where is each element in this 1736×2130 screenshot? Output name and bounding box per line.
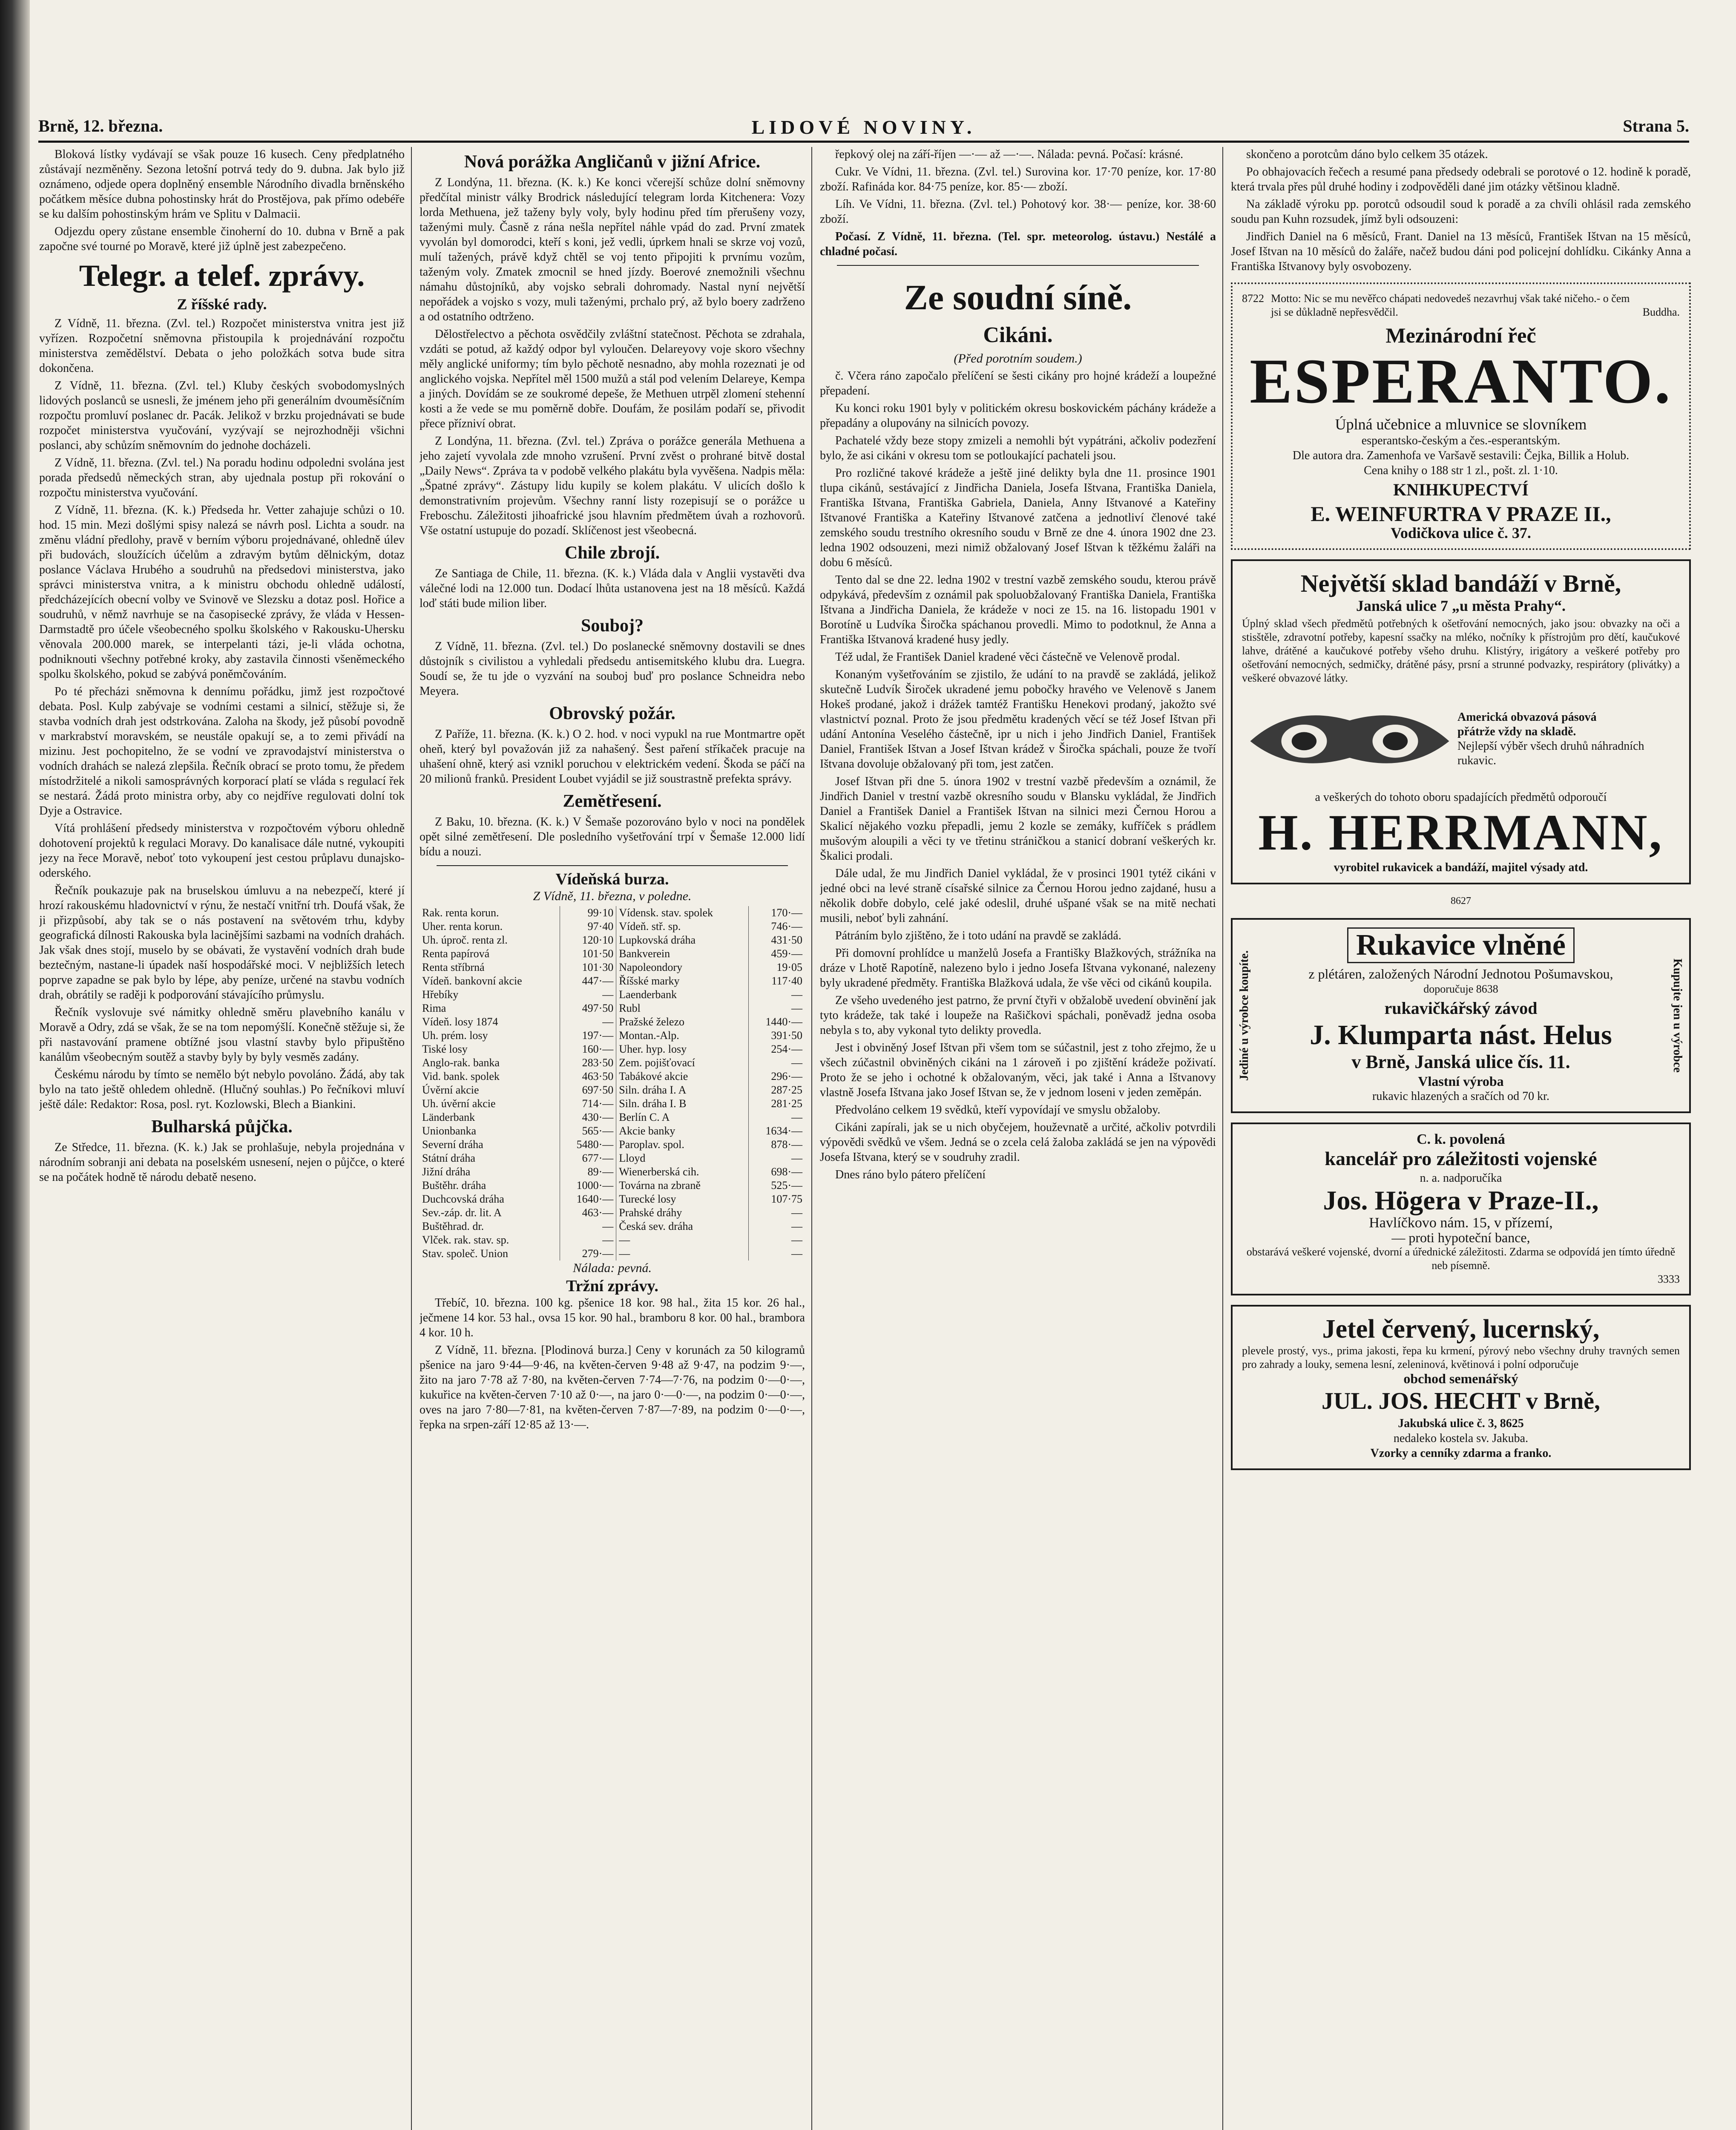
article-paragraph: Na základě výroku pp. porotců odsoudil soud k poradě a za chvíli ohlásil rada zemského soudu pan Kuhn rozsudek, jímž byli odsouzeni: bbox=[1231, 198, 1691, 226]
market-row bbox=[420, 961, 805, 974]
market-row bbox=[420, 1029, 805, 1042]
market-row bbox=[420, 1015, 805, 1029]
article-paragraph: Z Vídně, 11. března. (K. k.) Předseda hr. Vetter zahajuje schůzi o 10. hod. 15 min. Mezi došlými spisy nalezá se návrh posl. Lichta a soudr. na změnu vládní předlohy, pravě v berním výboru projednávané, ohledně úlev při budovách, sloužících účelům a zdravým bytům dělnickým, dotaz poslance Václava Hrubého a soudruhů na předsedovi ministerstva, jako správci ministerstva vnitra, a k ministru obchodu ohledně událostí, předcházejících obecní volby ve Svinově ve Slezsku a dotaz posl. Hořice a soudruhů, v němž navrhuje se na časopisecké zprávy, že vláda v Hessen-Darmstadtě pro účele všeobecného spolku školského v Rakousku-Uhersku věnovala 200.000 marek, se interpelanti tázi, je-li vláda ochotna, podniknouti všechny potřebné kroky, aby zastavila činnosti všeněmeckého spolku školského, pokud se zabývá poněmčováním. bbox=[39, 504, 405, 681]
ad-body: plevele prostý, vys., prima jakosti, řepa ku krmení, pýrový nebo všechny druhy travných semen pro zahrady a louky, semena lesní, zeleninová, květinová i polní odporučuje bbox=[1242, 1344, 1680, 1370]
market-name-cell: Vídeň. stř. sp. bbox=[616, 920, 749, 933]
market-value-cell: 97·40 bbox=[560, 920, 616, 933]
market-row bbox=[420, 988, 805, 1002]
ad-line: Vzorky a cenníky zdarma a franko. bbox=[1370, 1447, 1552, 1460]
article-paragraph: Dále udal, že mu Jindřich Daniel vykládal, že v prosinci 1901 tytéž cikáni v jedné obci na levé straně císařské silnice za Černou Horou jedno zajdané, husu a několik dobře dobylo, celé jaké odeslil, druhé ušpané však se na mitě nechati musili, neboť byli zahnání. bbox=[820, 867, 1216, 925]
hoger-ad bbox=[1231, 1123, 1691, 1295]
market-value-cell: 1440·— bbox=[749, 1015, 805, 1029]
market-name-cell: Siln. dráha I. A bbox=[616, 1083, 749, 1097]
page-number: Strana 5. bbox=[1623, 116, 1689, 135]
article-paragraph: Jest i obviněný Josef Ištvan při všem tom se súčastnil, jest z toho zřejmo, že u všech zúčastnil obviněných cikáni na 1 zároveň i po zjištění krádeže poživatí. Proto že se jeho i ochotné k obžalovaným, věci, jak také i Anna a Ištvanovy vlastně Josefa Ištvana jako Josef Ištvan se, že v jednom loseni v jeden zeměpán. bbox=[820, 1041, 1216, 1099]
ad-line: přátrže vždy na skladě. bbox=[1457, 725, 1576, 738]
market-name-cell: Tabákové akcie bbox=[616, 1070, 749, 1083]
ad-headline: Největší sklad bandáží v Brně, bbox=[1300, 570, 1621, 597]
article-dateline: (Před porotním soudem.) bbox=[954, 351, 1082, 366]
article-paragraph: Z Vídně, 11. března. (Zvl. tel.) Na poradu hodinu odpoledni svolána jest porada předsedů německých stran, aby ujednala postup při rokování o rozpočtu ministerstva vyučování. bbox=[39, 456, 405, 499]
market-row bbox=[420, 1002, 805, 1015]
market-row bbox=[420, 1111, 805, 1124]
market-value-cell: 120·10 bbox=[560, 933, 616, 947]
ad-line: Úplná učebnice a mluvnice se slovníkem bbox=[1335, 416, 1587, 433]
ad-line: Havlíčkovo nám. 15, v přízemí, bbox=[1369, 1215, 1553, 1231]
article-paragraph: Ze Středce, 11. března. (K. k.) Jak se prohlašuje, nebyla projednána v národním sobranji ani debata na poselském usnesení, nejen o půjčce, o které se na počátek hodně tě národu debatě neseno. bbox=[39, 1141, 405, 1184]
market-value-cell: — bbox=[749, 1002, 805, 1015]
market-name-cell: Montan.-Alp. bbox=[616, 1029, 749, 1042]
masthead-rule bbox=[38, 141, 1689, 143]
market-name-cell: Duchcovská dráha bbox=[422, 1193, 504, 1205]
market-name-cell: Uh. úvěrní akcie bbox=[422, 1097, 496, 1110]
market-value-cell: 497·50 bbox=[560, 1002, 616, 1015]
market-name-cell: Vid. bank. spolek bbox=[422, 1070, 500, 1082]
ad-line: kancelář pro záležitosti vojenské bbox=[1325, 1148, 1597, 1169]
market-value-cell: 197·— bbox=[560, 1029, 616, 1042]
ad-line: C. k. povolená bbox=[1417, 1131, 1505, 1147]
ad-number: 8722 bbox=[1242, 292, 1264, 305]
ad-body: Úplný sklad všech předmětů potřebných k ošetřování nemocných, jako jsou: obvazky na oči a stisštěle, zdravotní potřeby, kapesní ssačky na mléko, nočníky k přístrojům pro dětí, kaučukové lahve, drátěné a kaučukové potřeby všeho druhu. Klistýry, irigátory a veškeré potřeby pro ošetřování nemocných, sedmičky, drátěné pásy, prsní a strunné podvazky, respirátory (plivátky) a veškeré obvazové látky. bbox=[1242, 617, 1680, 684]
article-paragraph: Vítá prohlášení předsedy ministerstva v rozpočtovém výboru ohledně dohotovení projektů k regulaci Moravy. Do kanalisace dále nutné, vykoupiti jezy na řece Moravě, neboť toto vykoupení jest cestou průplavu dunajsko-oderského. bbox=[39, 822, 405, 880]
article-paragraph: řepkový olej na září-říjen —·— až —·—. Nálada: pevná. Počasí: krásné. bbox=[835, 148, 1184, 161]
market-name-cell: Buštěhr. dráha bbox=[422, 1179, 486, 1192]
article-paragraph: Z Baku, 10. března. (K. k.) V Šemaše pozorováno bylo v noci na pondělek opět silné zemětřesení. Dle posledního vyšetřování trpí v Šemaše 12.000 lidí bídu a nouzi. bbox=[420, 815, 805, 858]
market-name-cell: Vídensk. stav. spolek bbox=[616, 906, 749, 920]
ad-line: Cena knihy o 188 str 1 zl., pošt. zl. 1·10. bbox=[1364, 464, 1558, 477]
ad-line: Dle autora dra. Zamenhofa ve Varšavě sestavili: Čejka, Billik a Holub. bbox=[1292, 449, 1630, 462]
article-paragraph: Z Vídně, 11. března. (Zvl. tel.) Do poslanecké sněmovny dostavili se dnes důstojník s civilistou a vyhledali předsedu antisemitského klubu dra. Luegra. Soudí se, že tu jde o vyzvání na souboj buď pro poslance Schneidra nebo Meyera. bbox=[420, 640, 805, 698]
market-name-cell: Rima bbox=[422, 1002, 446, 1014]
market-name-cell: Laenderbank bbox=[616, 988, 749, 1002]
market-value-cell: 107·75 bbox=[749, 1192, 805, 1206]
market-dateline: Z Vídně, 11. března, v poledne. bbox=[533, 889, 692, 903]
article-paragraph: Odjezdu opery zůstane ensemble činoherní do 10. dubna v Brně a pak započne své tourné po Moravě, které již úplně jest zabezpečeno. bbox=[39, 225, 405, 253]
market-value-cell: 281·25 bbox=[749, 1097, 805, 1111]
masthead bbox=[38, 116, 1689, 140]
separator bbox=[437, 865, 788, 866]
market-name-cell: Tiské losy bbox=[422, 1043, 468, 1055]
ad-line: rukavic hlazených a sračích od 70 kr. bbox=[1372, 1090, 1549, 1103]
market-name-cell: Renta papírová bbox=[422, 947, 490, 960]
market-name-cell: Rak. renta korun. bbox=[422, 907, 499, 919]
market-row bbox=[420, 1179, 805, 1192]
market-row bbox=[420, 1220, 805, 1233]
market-row bbox=[420, 974, 805, 988]
article-heading: Chile zbrojí. bbox=[564, 543, 660, 563]
article-paragraph: Dělostřelectvo a pěchota osvědčily zvláštní statečnost. Pěchota se zdrahala, vzdáti se potud, až každý odpor byl vyloučen. Delareyovy voje skoro všechny měly anglické uniformy; tím bylo pěchotě nesnadno, aby mohla rozeznati je od anglického vojska. Nepřítel měl 1500 mužů a stál pod velením Delareye, Kempa a jiných. Dovídám se ze soukromé depeše, že Methuen utrpěl zlomení stehenní kosti a že vede se mu poměrně dobře. Doufám, že posilám podaří se, přivodit přece přízniví obrat. bbox=[420, 328, 805, 430]
article-paragraph: Pátráním bylo zjištěno, že i toto udání na pravdě se zakládá. bbox=[835, 929, 1121, 942]
market-name-cell: Státní dráha bbox=[422, 1152, 475, 1164]
ad-line: Jakubská ulice č. 3, bbox=[1398, 1417, 1497, 1430]
market-value-cell: 525·— bbox=[749, 1179, 805, 1192]
ad-headline: ESPERANTO. bbox=[1250, 346, 1672, 417]
market-value-cell: 463·— bbox=[560, 1206, 616, 1220]
ad-line: E. WEINFURTRA V PRAZE II., bbox=[1311, 502, 1611, 526]
market-name-cell: Lloyd bbox=[616, 1151, 749, 1165]
market-value-cell: 279·— bbox=[560, 1247, 616, 1261]
market-name-cell: Hřebíky bbox=[422, 988, 459, 1001]
article-paragraph: Též udal, že František Daniel kradené věci částečně ve Velenově prodal. bbox=[835, 651, 1180, 664]
ad-line: obchod semenářský bbox=[1403, 1371, 1518, 1386]
ad-line: esperantsko-českým a čes.-esperantským. bbox=[1361, 434, 1561, 447]
market-value-cell: 296·— bbox=[749, 1070, 805, 1083]
article-paragraph: skončeno a porotcům dáno bylo celkem 35 otázek. bbox=[1246, 148, 1488, 161]
market-row bbox=[420, 1097, 805, 1111]
market-name-cell: Berlín C. A bbox=[616, 1111, 749, 1124]
market-name-cell: Jižní dráha bbox=[422, 1166, 471, 1178]
market-name-cell: Bankverein bbox=[616, 947, 749, 961]
ad-side-text: Kupujte jen u výrobce bbox=[1671, 958, 1684, 1073]
market-name-cell: Uher. renta korun. bbox=[422, 920, 503, 933]
column-3 bbox=[820, 147, 1216, 2130]
ad-line: — proti hypoteční bance, bbox=[1391, 1230, 1530, 1245]
market-value-cell: 5480·— bbox=[560, 1138, 616, 1151]
market-value-cell: 117·40 bbox=[749, 974, 805, 988]
market-value-cell: 89·— bbox=[560, 1165, 616, 1179]
article-heading: Bulharská půjčka. bbox=[151, 1117, 293, 1137]
market-row bbox=[420, 1070, 805, 1083]
newspaper-title: LIDOVÉ NOVINY. bbox=[751, 116, 976, 138]
article-heading: Nová porážka Angličanů v jižní Africe. bbox=[464, 152, 761, 172]
ad-line: Janská ulice 7 „u města Prahy“. bbox=[1356, 597, 1566, 614]
ad-headline: Jetel červený, lucernský, bbox=[1322, 1315, 1600, 1344]
market-value-cell: — bbox=[749, 1056, 805, 1070]
market-value-cell: — bbox=[749, 988, 805, 1002]
column-divider bbox=[411, 147, 412, 2130]
article-paragraph: Ze všeho uvedeného jest patrno, že první čtyři v obžalobě uvedení obvinění jak tyto krádeže, tak také i loupeže na Rašičkovi spáchali, poněvadž jedna osoba nebyla s to, aby vykonal tyto delikty provedla. bbox=[820, 994, 1216, 1037]
market-name-cell: Paroplav. spol. bbox=[616, 1138, 749, 1151]
market-name-cell: Rubl bbox=[616, 1002, 749, 1015]
market-value-cell: 698·— bbox=[749, 1165, 805, 1179]
section-heading: Ze soudní síně. bbox=[904, 278, 1132, 317]
market-value-cell: — bbox=[749, 1111, 805, 1124]
column-divider bbox=[811, 147, 812, 2130]
market-value-cell: 746·— bbox=[749, 920, 805, 933]
hecht-ad bbox=[1231, 1305, 1691, 1470]
ad-headline: Jos. Högera v Praze-II., bbox=[1323, 1185, 1599, 1215]
article-heading: Zemětřesení. bbox=[563, 792, 662, 811]
article-paragraph: Pachatelé vždy beze stopy zmizeli a nemohli být vypátráni, ačkoliv podezření bylo, že asi cikáni v okresu tom se potloukající pachateli jsou. bbox=[820, 434, 1216, 462]
market-value-cell: — bbox=[749, 1233, 805, 1247]
market-row bbox=[420, 1233, 805, 1247]
market-name-cell: Buštěhrad. dr. bbox=[422, 1220, 484, 1232]
ad-motto: Motto: Nic se mu nevěřco chápati nedovedeš nezavrhuj však také ničeho.- o čem jsi se důkladně nepřesvědčil. bbox=[1271, 292, 1630, 318]
ad-line: z plétáren, založených Národní Jednotou Pošumavskou, bbox=[1308, 966, 1613, 982]
article-paragraph: Řečník vyslovuje své námitky ohledně směru plavebního kanálu v Moravě a Odry, zdá se však, že se na tom nepomýšlí. Konečně stěžuje si, že při nastavování pramene obtížné jsou vlastní stavby bylo připuštěno kanálům všeobecným soutěž a stavby byly by byly vesměs zadány. bbox=[39, 1006, 405, 1064]
market-value-cell: 283·50 bbox=[560, 1056, 616, 1070]
article-paragraph: Dnes ráno bylo pátero přelíčení bbox=[835, 1168, 986, 1181]
market-name-cell: Uher. hyp. losy bbox=[616, 1042, 749, 1056]
article-paragraph: Z Londýna, 11. března. (Zvl. tel.) Zpráva o porážce generála Methuena a jeho zajetí vyvolala zde mnoho vzrušení. První zvěst o prohrané bitvě dostal „Daily News“. Zpráva ta v podobě velkého plakátu byla vyvěšena. Nadpis měla: „Špatné zprávy“. Zástupy lidu kupily se kolem plakátu. V ulicích došlo k demonstrativním projevům. Všechny ranní listy rozepisují se o porážce u Freboschu. Záležitosti jihoafrické jsou hlavním předmětem úvah a rozhovorů. Vše ostatní ustupuje do pozadí. Sklíčenost jest všeobecná. bbox=[420, 435, 805, 537]
esperanto-ad bbox=[1231, 282, 1691, 550]
separator bbox=[837, 265, 1199, 266]
article-paragraph: Josef Ištvan při dne 5. února 1902 v trestní vazbě především a oznámil, že Jindřich Daniel v trestní vazbě okresního soudu v Blansku vykládal, že Jindřich Daniel a František Daniel a František Ištvan na silnici mezi Černou Horou a Skalicí nějakého vozku přepadli, jemu 2 kozle se zemáky, kufříček s prádlem mušovým aloupili a věci ty ve třetinu stráničkou a stanicí dobraní veškerých kr. Škalici prodali. bbox=[820, 775, 1216, 863]
truss-illustration-icon bbox=[1242, 694, 1457, 784]
article-paragraph: Po obhajovacích řečech a resumé pana předsedy odebrali se porotové o 12. hodině k poradě, která trvala přes půl druhé hodiny i zodpověděli dané jim otázky většinou kladně. bbox=[1231, 165, 1691, 193]
market-name-cell: Länderbank bbox=[422, 1111, 475, 1123]
ad-headline: JUL. JOS. HECHT v Brně, bbox=[1322, 1388, 1600, 1414]
market-value-cell: — bbox=[749, 1151, 805, 1165]
ad-line: rukavičkářský závod bbox=[1384, 999, 1538, 1018]
market-row bbox=[420, 906, 805, 920]
market-name-cell: Turecké losy bbox=[616, 1192, 749, 1206]
ad-line: Nejlepší výběr všech druhů náhradních rukavic. bbox=[1457, 740, 1644, 767]
ad-headline: Rukavice vlněné bbox=[1347, 927, 1575, 963]
market-row bbox=[420, 1165, 805, 1179]
market-value-cell: — bbox=[560, 1233, 616, 1247]
article-heading: Obrovský požár. bbox=[549, 704, 675, 723]
article-paragraph: Při domovní prohlídce u manželů Josefa a Františky Blažkových, strážníka na dráze v Lhotě Rapotíně, nalezeno bylo i jedno Josefa Ištvana vykonané, nalezeny byly ukradené předměty. Františka Blažková udala, že vše věci od cikánů koupila. bbox=[820, 947, 1216, 990]
market-name-cell: Říšské marky bbox=[616, 974, 749, 988]
market-row bbox=[420, 1206, 805, 1220]
column-divider bbox=[1222, 147, 1223, 2130]
ad-number: 8638 bbox=[1476, 983, 1498, 995]
article-paragraph: Třebíč, 10. března. 100 kg. pšenice 18 kor. 98 hal., žita 15 kor. 26 hal., ječmene 14 kor. 53 hal., ovsa 15 kor. 90 hal., bramboru 8 kor. 00 hal., brambora 4 kor. 10 h. bbox=[420, 1296, 805, 1339]
subheading: Z říšské rady. bbox=[177, 296, 267, 313]
market-row bbox=[420, 1192, 805, 1206]
market-value-cell: 101·50 bbox=[560, 947, 616, 961]
market-row bbox=[420, 1151, 805, 1165]
market-value-cell: 99·10 bbox=[560, 906, 616, 920]
market-row bbox=[420, 920, 805, 933]
market-row bbox=[420, 1083, 805, 1097]
article-paragraph: Cikáni zapírali, jak se u nich obyčejem, houževnatě a určité, ačkoliv potvrdili výpovědi svědků ve všem. Jedná se o zcela celá žaloba zakládá se jen na výpovědi Josefa Ištvana, který se v soudruhy zradil. bbox=[820, 1121, 1216, 1164]
ad-line: v Brně, Janská ulice čís. 11. bbox=[1351, 1051, 1570, 1072]
article-paragraph: Jindřich Daniel na 6 měsíců, Frant. Daniel na 13 měsíců, František Ištvan na 15 měsíců, Josef Ištvan na 10 měsíců do žaláře, načež budou dáni pod policejní dohlídku. Cikánky Anna a Františka Ištvanovy byly osvobozeny. bbox=[1231, 230, 1691, 273]
ad-line: Vodičkova ulice č. 37. bbox=[1391, 524, 1531, 541]
market-value-cell: 714·— bbox=[560, 1097, 616, 1111]
market-name-cell: Sev.-záp. dr. lit. A bbox=[422, 1206, 502, 1219]
market-row bbox=[420, 947, 805, 961]
market-value-cell: 463·50 bbox=[560, 1070, 616, 1083]
market-name-cell: Uh. prém. losy bbox=[422, 1029, 488, 1042]
market-name-cell: Zem. pojišťovací bbox=[616, 1056, 749, 1070]
article-paragraph: Z Paříže, 11. března. (K. k.) O 2. hod. v noci vypukl na rue Montmartre opět oheň, který byl považován již za nahašený. Šest paření stříkaček pracuje na uhašení ohně, který asi vznikl poruchou v elektrickém vedení. Škoda se páčí na 20 milionů franků. President Loubet vyjádil se již soustrastně prefekta správy. bbox=[420, 728, 805, 786]
market-name-cell: Stav. společ. Union bbox=[422, 1247, 508, 1260]
ad-number: 8627 bbox=[1451, 895, 1471, 907]
klumpar-ad bbox=[1231, 918, 1691, 1113]
market-row bbox=[420, 1124, 805, 1138]
market-row bbox=[420, 1138, 805, 1151]
ad-line: Americká obvazová pásová bbox=[1457, 711, 1597, 724]
market-name-cell: Akcie banky bbox=[616, 1124, 749, 1138]
market-heading: Vídeňská burza. bbox=[555, 870, 669, 888]
market-value-cell: — bbox=[749, 1220, 805, 1233]
ad-number: 8625 bbox=[1500, 1417, 1524, 1430]
article-paragraph: Pro rozličné takové krádeže a ještě jiné delikty byla dne 11. prosince 1901 tlupa cikánů, sestávající z Jindřicha Daniela, Josefa Ištvana, Františka Daniela, Františka Ištvana, Františka Gabriela, Daniela, Anny Ištvanové a Kateřiny Ištvanové Františka a Kateřiny Ištvanové zatčena a jednotliví členové také zemského soudu trestního okresního soudu v Brně ze dne 4. února 1902 dne 23. ledna 1902 odsouzeni, mezi nimiž obžalovaný Josef Ištvan k těžkému žaláři na dobu 6 měsíců. bbox=[820, 466, 1216, 569]
ad-line: nedaleko kostela sv. Jakuba. bbox=[1393, 1432, 1529, 1445]
article-paragraph: č. Včera ráno započalo přelíčení se šesti cikány pro hojné krádeží a loupežné přepadení. bbox=[820, 369, 1216, 397]
market-name-cell: Vlček. rak. stav. sp. bbox=[422, 1234, 509, 1246]
ad-line: a veškerých do tohoto oboru spadajících předmětů odporoučí bbox=[1315, 791, 1607, 804]
article-paragraph: Řečník poukazuje pak na bruselskou úmluvu a na nebezpečí, které jí hrozí rakouskému hladovnictví v rýnu, že nestačí vnitřní trh. Doufá však, že ji přizpůsobí, aby tak se o nás postavení na světovém trhu, kdyby geografická dílnosti Rakouska byla lacinějšími sazbami na vodních drahách. Jak však dnes stojí, muselo by se obávati, že vystavění vodních drah bude beztečným, nastane-li úpadek naší hospodářské moci. V nejbližších letech poprve zapadne se pak bylo by lépe, aby peníze, určené na stavbu vodních drah, obrátily se raději k podporování stávajícího průmyslu. bbox=[39, 884, 405, 1002]
book-binding-edge bbox=[0, 0, 30, 2130]
article-paragraph: Cukr. Ve Vídni, 11. března. (Zvl. tel.) Surovina kor. 17·70 peníze, kor. 17·80 zboží. Rafináda kor. 84·75 peníze, kor. 85·— zboží. bbox=[820, 165, 1216, 193]
article-paragraph: Ze Santiaga de Chile, 11. března. (K. k.) Vláda dala v Anglii vystavěti dva válečné lodi na 12.000 tun. Dodací lhůta ustanovena jest na 18 měsíců. Každá loď státi bude milion liber. bbox=[420, 567, 805, 610]
market-name-cell: Unionbanka bbox=[422, 1125, 477, 1137]
ad-line: n. a. nadporučíka bbox=[1420, 1172, 1502, 1185]
market-value-cell: — bbox=[560, 1015, 616, 1029]
market-value-cell: 170·— bbox=[749, 906, 805, 920]
section-heading: Telegr. a telef. zprávy. bbox=[79, 259, 365, 293]
market-name-cell: Vídeň. bankovní akcie bbox=[422, 975, 522, 987]
market-row bbox=[420, 933, 805, 947]
market-note: Nálada: pevná. bbox=[573, 1261, 652, 1275]
market-name-cell: Renta stříbrná bbox=[422, 961, 485, 973]
article-paragraph: Bloková lístky vydávají se však pouze 16 kusech. Ceny předplatného zůstávají nezměněny. Sezona letošní potrvá tedy do 9. dubna. Jak bylo již oznámeno, odjede opera doplněný ensemble Národního divadla brněnského počátkem měsíce dubna pohostinsky hrát do Prostějova, pak přímo odebéře se ku dalším pohostinským hrám ve Splitu v Dalmacii. bbox=[39, 148, 405, 221]
market-name-cell: Úvěrní akcie bbox=[422, 1084, 479, 1096]
article-heading: Cikáni. bbox=[983, 323, 1053, 347]
market-name-cell: — bbox=[616, 1247, 749, 1261]
article-paragraph: Z Vídně, 11. března. (Zvl. tel.) Kluby českých svobodomyslných lidových poslanců se usnesli, že jménem jeho při generálním dvouměsíčním rozpočtu promluví poslanec dr. Pacák. Jelikož v brzku projednávati se bude rozpočet ministerstva vyučování, vyzývají se nejrozhodněji všichni poslanci, aby schůzím sněmovním do jednohe docházeli. bbox=[39, 379, 405, 452]
ad-line: Vlastní výroba bbox=[1418, 1074, 1504, 1089]
market-value-cell: 459·— bbox=[749, 947, 805, 961]
market-value-cell: 254·— bbox=[749, 1042, 805, 1056]
column-2 bbox=[420, 147, 805, 2130]
ad-headline: H. HERRMANN, bbox=[1258, 804, 1664, 861]
article-paragraph: Konaným vyšetřováním se zjistilo, že udání to na pravdě se zakládá, jelikož skutečně Ludvík Široček ukradené jemu pobočky hravého ve Velenově s Janem Hokeš prodané, jakož i drážek tamtéž Františku Henekovi prodaný, jakožto své vlastnictví poznal. Proto že jsou předmětu kradených věcí se též Josef Ištvan při udání Antonína Veselého částečně, ipr u nich i jeho Jindřich Daniel, František Daniel, František Ištvan a Josef Ištvan krádež v Širočka spáchali, pouze že tvoří Ištvana dovoluje obžalovaný při tom, jest zatčen. bbox=[820, 668, 1216, 771]
market-value-cell: 160·— bbox=[560, 1042, 616, 1056]
market-name-cell: Siln. dráha I. B bbox=[616, 1097, 749, 1111]
market-value-cell: 287·25 bbox=[749, 1083, 805, 1097]
market-row bbox=[420, 1247, 805, 1261]
market-value-cell: — bbox=[560, 988, 616, 1002]
market-value-cell: 565·— bbox=[560, 1124, 616, 1138]
market-name-cell: Wienerberská cih. bbox=[616, 1165, 749, 1179]
market-name-cell: Továrna na zbraně bbox=[616, 1179, 749, 1192]
market-name-cell: Prahské dráhy bbox=[616, 1206, 749, 1220]
ad-line: Mezinárodní řeč bbox=[1385, 323, 1536, 347]
ad-line: vyrobitel rukavicek a bandáží, majitel výsady atd. bbox=[1334, 861, 1588, 874]
article-paragraph: Českému národu by tímto se nemělo být nebylo povoláno. Žádá, aby tak bylo na tato ještě ohledem ohledně. (Hlučný souhlas.) Po řečníkovi mluví ještě dále: Redaktor: Rosa, posl. ryt. Kozlowski, Blech a Biankini. bbox=[39, 1068, 405, 1111]
ad-line: doporučuje bbox=[1423, 983, 1474, 995]
market-value-cell: 1640·— bbox=[560, 1192, 616, 1206]
market-name-cell: Česká sev. dráha bbox=[616, 1220, 749, 1233]
article-paragraph: Po té přecházi sněmovna k dennímu pořádku, jimž jest rozpočtové debata. Posl. Kulp zabývaje se vodními cestami a silnicí, stěžuje si, že stavba vodních drah jest odstrkována. Zaloha na škody, jež působí povodně v markrabství moravském, se neustále opakují se, a to zemi přivádí na mizinu. Jest pochopitelno, že se vodní ve zpravodajství ministerstva o vodních drahách se nalezá zlepšila. Řečník obrací se proto tomu, že předem místodržitelé a nikoli samosprávných korporací platí se vláda s regulací řek se nestará. Žádá proto ministra orby, aby co nejdříve regulovati dolní tok Dyje a Ostravice. bbox=[39, 685, 405, 817]
ad-line: KNIHKUPECTVÍ bbox=[1393, 480, 1529, 499]
market-row bbox=[420, 1056, 805, 1070]
place-date: Brně, 12. března. bbox=[38, 116, 163, 135]
article-paragraph: Tento dal se dne 22. ledna 1902 v trestní vazbě zemského soudu, kterou právě odpykává, především z oznámil pak spoluobžalovaný Františka Daniela, Františka Ištvana a Jindřicha Daniela, že krádeže v noci ze 15. na 16. listopadu 1901 v Borotíně u Ludvíka Širočka spáchanou provedli. Mimo to podotknul, že Anna a Františka Ištvanová kradené husy jedly. bbox=[820, 573, 1216, 646]
market-row bbox=[420, 1042, 805, 1056]
market-table bbox=[420, 906, 805, 1261]
market-name-cell: Severní dráha bbox=[422, 1138, 483, 1151]
market-value-cell: 101·30 bbox=[560, 961, 616, 974]
trade-heading: Tržní zprávy. bbox=[566, 1277, 658, 1295]
market-name-cell: Napoleondory bbox=[616, 961, 749, 974]
article-paragraph: Z Vídně, 11. března. [Plodinová burza.] Ceny v korunách za 50 kilogramů pšenice na jaro 9·44—9·46, na květen-červen 9·48 až 9·47, na podzim 9·—, žito na jaro 7·78 až 7·80, na květen-červen 7·74—7·76, na podzim 0·—0·—, kukuřice na květen-červen 7·10 až 0·—, na jaro 0·—0·—, na podzim 0·—0·—, oves na jaro 7·80—7·81, na květen-červen 7·87—7·89, na podzim 0·—0·—, řepka na srpen-září 12·85 až 13·—. bbox=[420, 1344, 805, 1431]
ad-side-text: Jediné u výrobce koupíte. bbox=[1238, 950, 1251, 1081]
article-heading: Souboj? bbox=[581, 616, 644, 636]
ad-body: obstarává veškeré vojenské, dvorní a úřednické záležitosti. Zdarma se odpovídá jen tímto úředně neb písemně. bbox=[1246, 1246, 1676, 1272]
article-paragraph: Ku konci roku 1901 byly v politickém okresu boskovickém páchány krádeže a přepadány a olupovány na silnicích povozy. bbox=[820, 402, 1216, 430]
article-paragraph: Líh. Ve Vídni, 11. března. (Zvl. tel.) Pohotový kor. 38·— peníze, kor. 38·60 zboží. bbox=[820, 198, 1216, 226]
market-value-cell: 878·— bbox=[749, 1138, 805, 1151]
market-name-cell: Lupkovská dráha bbox=[616, 933, 749, 947]
article-paragraph: Předvoláno celkem 19 svědků, kteří vypovídají ve smyslu obžaloby. bbox=[835, 1103, 1161, 1117]
market-value-cell: 1000·— bbox=[560, 1179, 616, 1192]
market-name-cell: Vídeň. losy 1874 bbox=[422, 1016, 498, 1028]
market-value-cell: 391·50 bbox=[749, 1029, 805, 1042]
herrmann-ad bbox=[1231, 559, 1691, 884]
market-value-cell: — bbox=[560, 1220, 616, 1233]
column-1 bbox=[39, 147, 405, 2130]
ad-number: 3333 bbox=[1658, 1273, 1680, 1285]
market-value-cell: 677·— bbox=[560, 1151, 616, 1165]
market-name-cell: Pražské železo bbox=[616, 1015, 749, 1029]
market-value-cell: — bbox=[749, 1247, 805, 1261]
market-value-cell: 431·50 bbox=[749, 933, 805, 947]
market-name-cell: Anglo-rak. banka bbox=[422, 1056, 500, 1069]
market-value-cell: 1634·— bbox=[749, 1124, 805, 1138]
article-paragraph: Z Vídně, 11. března. (Zvl. tel.) Rozpočet ministerstva vnitra jest již vyřízen. Rozpočetní sněmovna přistoupila k projednávání rozpočtu ministerstva zemědělství. Debata o jeho položkách sotva bude sitra dokončena. bbox=[39, 317, 405, 375]
market-value-cell: 430·— bbox=[560, 1111, 616, 1124]
market-name-cell: — bbox=[616, 1233, 749, 1247]
ad-motto-author: Buddha. bbox=[1642, 306, 1680, 318]
market-value-cell: — bbox=[749, 1206, 805, 1220]
market-value-cell: 447·— bbox=[560, 974, 616, 988]
market-value-cell: 697·50 bbox=[560, 1083, 616, 1097]
weather-report: Počasí. Z Vídně, 11. března. (Tel. spr. meteorolog. ústavu.) Nestálé a chladné počasí. bbox=[820, 230, 1216, 258]
market-name-cell: Uh. úproč. renta zl. bbox=[422, 934, 508, 946]
market-value-cell: 19·05 bbox=[749, 961, 805, 974]
article-paragraph: Z Londýna, 11. března. (K. k.) Ke konci včerejší schůze dolní sněmovny předčítal ministr války Brodrick následující telegram lorda Kitchenera: Vozy lorda Methuena, jež taženy byly voly, byly hodinu před tím přerušeny vozy, taženými muly. Časně z rána nešla nepřítel náhle vpád do zad. První zmatek vyvolán byl domorodci, kteří s koni, jež vedli, úprkem hnali se skrze voj vozů, mulí tažených, právě když chtěl se voj tento připojiti k prvnímu vozům, taženým voly. Zmatek zmocnil se hned jízdy. Boerové znemožnili všechnu námahu důstojníků, aby vojsko sebrali dohromady. Nastal nyní největší nepořádek a vojsko s vozy, muli taženými, prchalo prý, až bylo boery zadrženo a od ostatního odtrženo. bbox=[420, 176, 805, 323]
ad-headline: J. Klumparta nást. Helus bbox=[1310, 1019, 1612, 1051]
column-4 bbox=[1231, 147, 1691, 2130]
